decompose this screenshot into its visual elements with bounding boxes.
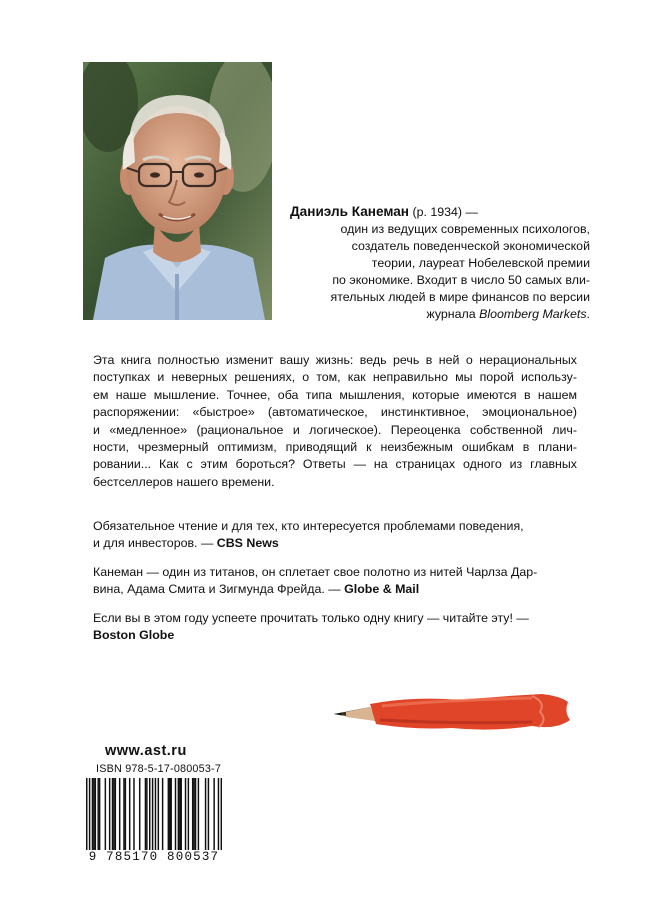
book-description	[93, 352, 577, 491]
author-bio-last-line	[290, 306, 590, 323]
description-line: Эта книга полностью изменит вашу жизнь: ведь речь в ней о нерациональных	[93, 353, 577, 367]
barcode-bar	[109, 778, 110, 852]
quote-line-with-source	[93, 535, 583, 552]
barcode-bar	[119, 778, 120, 852]
description-line: распоряжении: «быстрое» (автоматическое, инстинктивное, эмоциональное)	[93, 405, 577, 420]
isbn-number: ISBN 978-5-17-080053-7	[96, 763, 222, 775]
description-line: и «медленное» (рациональное и логическое). Переоценка собственной лич-	[93, 422, 577, 437]
barcode-bar	[180, 778, 181, 852]
author-bio-last-prefix: журнала	[426, 307, 480, 321]
barcode-bar	[175, 778, 176, 852]
author-portrait-image	[83, 62, 272, 320]
barcode-bar	[133, 778, 134, 852]
barcode-bar	[178, 778, 179, 852]
author-name: Даниэль Канеман	[290, 204, 410, 219]
author-heading-line	[290, 203, 590, 221]
quote-line: Если вы в этом году успеете прочитать только одну книгу — читайте эту! —	[93, 611, 529, 625]
magazine-name: Bloomberg Markets	[479, 307, 587, 321]
barcode-bar	[158, 778, 159, 852]
barcode-bar	[169, 778, 170, 852]
quote-line-text: и для инвесторов. —	[93, 536, 217, 550]
barcode-bar	[213, 778, 214, 852]
barcode-bar	[188, 778, 189, 852]
description-line: ности, чрезмерный оптимизм, приводящий к неизбежным ошибкам в плани-	[93, 440, 577, 455]
review-quote-cbs	[93, 518, 583, 552]
barcode-bar	[192, 778, 193, 852]
barcode-bar	[125, 778, 126, 852]
barcode-bar	[195, 778, 196, 852]
review-quote-globe-mail	[93, 564, 583, 598]
quote-line-text: вина, Адама Смита и Зигмунда Фрейда. —	[93, 582, 345, 596]
pencil-illustration	[332, 690, 572, 738]
barcode-bar	[93, 778, 94, 852]
red-pencil-icon	[332, 690, 572, 738]
barcode-bar	[145, 778, 146, 852]
description-line: ровании... Как с этим бороться? Ответы — на страницах одного из главных	[93, 457, 577, 472]
barcode-bar	[95, 778, 96, 852]
quote-line-with-source	[93, 627, 583, 644]
barcode-bar	[149, 778, 150, 852]
publisher-website: www.ast.ru	[105, 743, 187, 759]
barcode-bar	[99, 778, 100, 852]
barcode-bar	[105, 778, 106, 852]
author-bio-line: один из ведущих современных психологов,	[340, 222, 590, 236]
barcode-bar	[198, 778, 199, 852]
author-photo	[83, 62, 272, 320]
barcode-bar	[193, 778, 194, 852]
barcode-bar	[168, 778, 169, 852]
author-bio	[290, 203, 590, 323]
author-bio-line: по экономике. Входит в число 50 самых вли-	[332, 273, 590, 287]
barcode-bar	[129, 778, 130, 852]
barcode-bar	[185, 778, 186, 852]
description-line: бестселлеров нашего времени.	[93, 474, 275, 489]
barcode-bar	[97, 778, 98, 852]
barcode-bar	[179, 778, 180, 852]
barcode-bar	[146, 778, 147, 852]
barcode-bar	[123, 778, 124, 852]
author-bio-line: создатель поведенческой экономической	[351, 239, 590, 253]
barcode-number: 9 785170 800537	[86, 850, 222, 864]
barcode-bar	[208, 778, 209, 852]
barcode-bar	[112, 778, 113, 852]
barcode-bar	[92, 778, 93, 852]
description-line: ем наше мышление. Точнее, оба типа мышления, которые имеются в нашем	[93, 387, 577, 402]
author-bio-line: теории, лауреат Нобелевской премии	[371, 256, 590, 270]
author-bio-line: ятельных людей в мире финансов по версии	[330, 290, 590, 304]
review-quote-boston-globe	[93, 610, 583, 644]
quote-source: Boston Globe	[93, 628, 175, 642]
quote-source: Globe & Mail	[344, 582, 420, 596]
quote-line: Обязательное чтение и для тех, кто интересуется проблемами поведения,	[93, 519, 524, 533]
description-line: поступках и неверных решениях, о том, как неправильно мы порой использу-	[93, 370, 577, 385]
quote-line: Канеман — один из титанов, он сплетает свое полотно из нитей Чарлза Дар-	[93, 565, 538, 579]
author-bio-last-suffix: .	[586, 307, 590, 321]
barcode-bar	[162, 778, 163, 852]
barcode-bar	[170, 778, 171, 852]
barcode-bar	[139, 778, 140, 852]
barcode-bar	[113, 778, 114, 852]
quote-source: CBS News	[216, 536, 279, 550]
author-born: (р. 1934) —	[412, 205, 478, 219]
quote-line-with-source	[93, 581, 583, 598]
barcode-bar	[205, 778, 206, 852]
barcode-bar	[115, 778, 116, 852]
